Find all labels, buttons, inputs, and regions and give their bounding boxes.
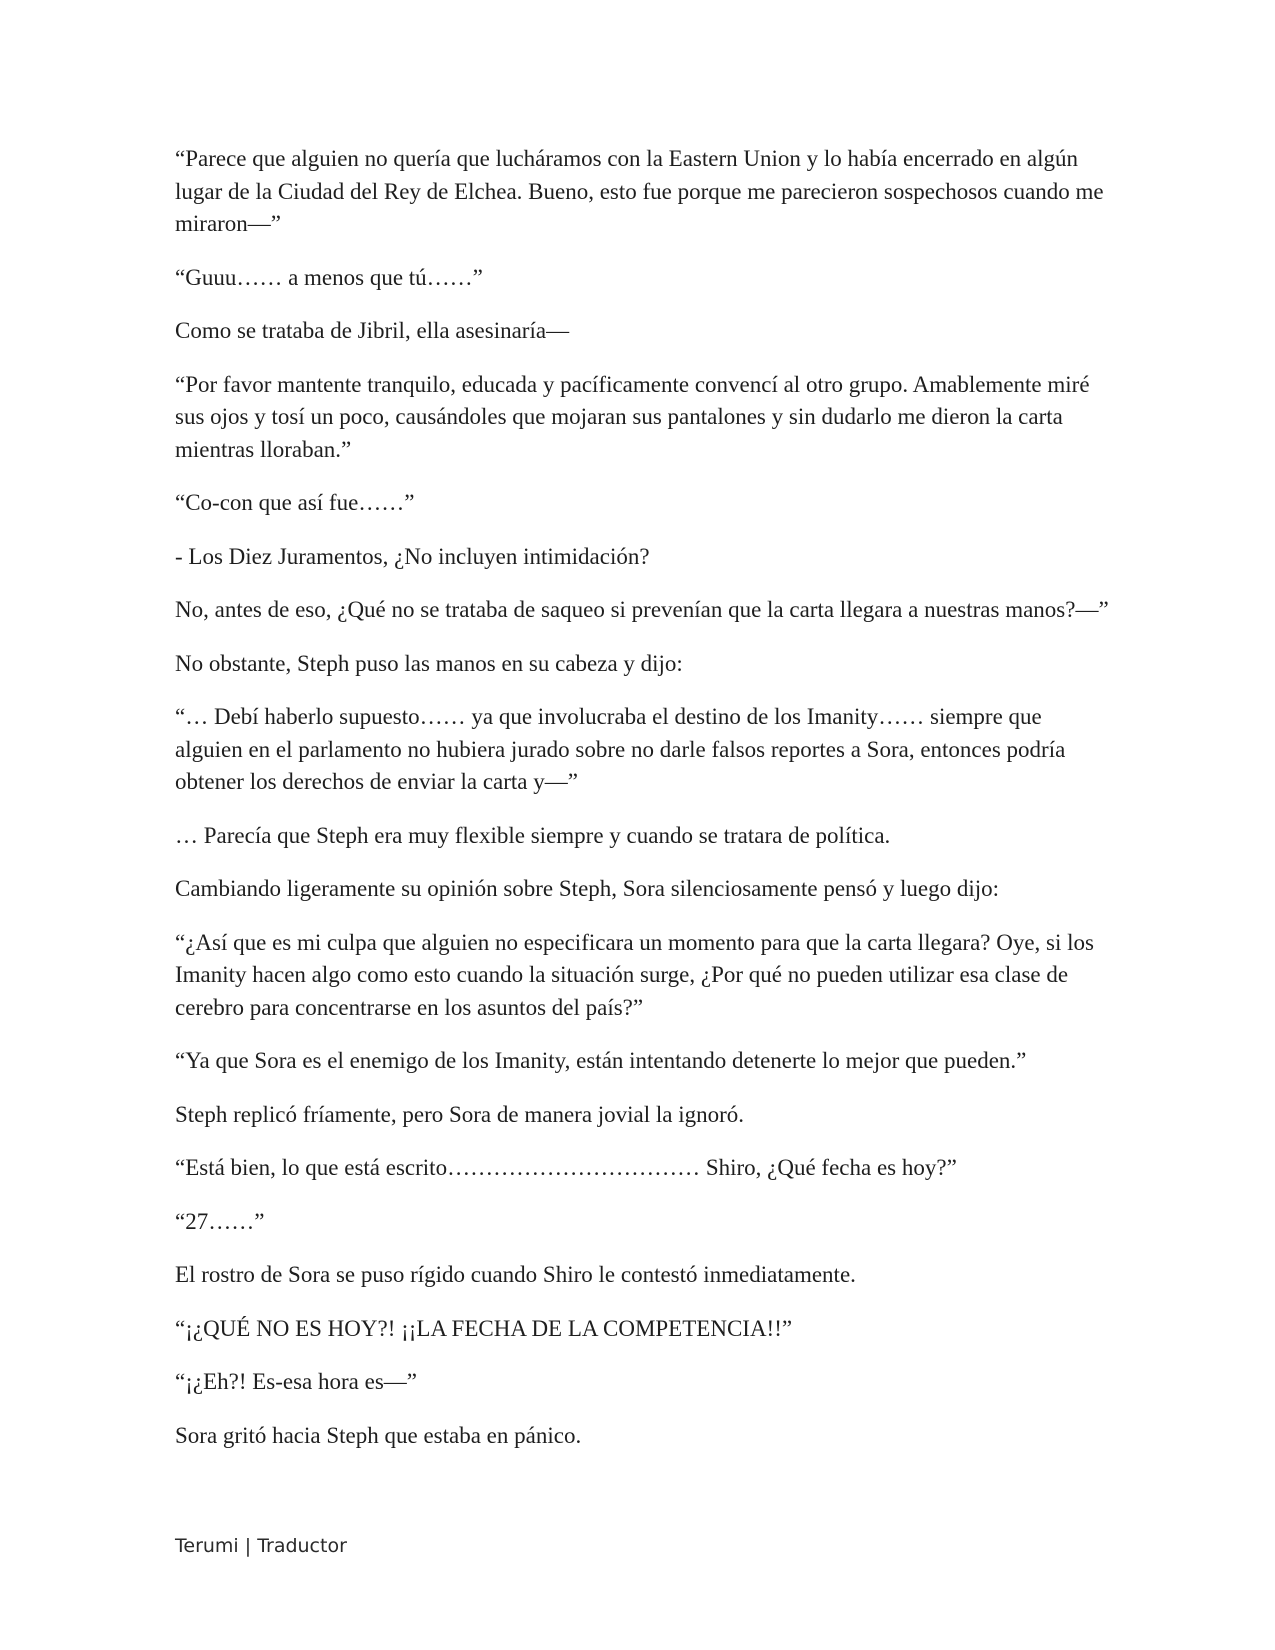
paragraph: “Por favor mantente tranquilo, educada y pacíficamente convencí al otro grupo. Amablemente miré sus ojos y tosí un poco, causándoles que mojaran sus pantalones y sin dudarlo me dieron la carta mientras lloraban.”: [175, 371, 1090, 462]
paragraph: “27……”: [175, 1208, 265, 1234]
paragraph: “¡¿QUÉ NO ES HOY?! ¡¡LA FECHA DE LA COMPETENCIA!!”: [175, 1315, 793, 1341]
paragraph: El rostro de Sora se puso rígido cuando Shiro le contestó inmediatamente.: [175, 1262, 856, 1287]
paragraph: Steph replicó fríamente, pero Sora de manera jovial la ignoró.: [175, 1101, 745, 1127]
paragraph: “Guuu…… a menos que tú……”: [175, 264, 483, 290]
paragraph: Cambiando ligeramente su opinión sobre Steph, Sora silenciosamente pensó y luego dijo:: [175, 876, 1000, 901]
paragraph: Como se trataba de Jibril, ella asesinaría—: [175, 318, 570, 343]
page-footer: Terumi | Traductor: [175, 1535, 347, 1557]
paragraph: “… Debí haberlo supuesto…… ya que involucraba el destino de los Imanity…… siempre que alguien en el parlamento no hubiera jurado sobre no darle falsos reportes a Sora, entonces podría obtener los derechos de enviar la carta y—”: [175, 704, 1066, 794]
paragraph: “¿Así que es mi culpa que alguien no especificara un momento para que la carta llegara? Oye, si los Imanity hacen algo como esto cuando la situación surge, ¿Por qué no pueden utilizar esa clase de cerebro para concentrarse en los asuntos del país?”: [175, 929, 1094, 1020]
paragraph: “Parece que alguien no quería que lucháramos con la Eastern Union y lo había encerrado en algún lugar de la Ciudad del Rey de Elchea. Bueno, esto fue porque me parecieron sospechosos cuando me miraron—”: [175, 146, 1104, 236]
paragraph: No, antes de eso, ¿Qué no se trataba de saqueo si prevenían que la carta llegara a nuestras manos?—”: [175, 597, 1109, 622]
paragraph: No obstante, Steph puso las manos en su cabeza y dijo:: [175, 650, 683, 676]
paragraph: “¡¿Eh?! Es-esa hora es—”: [175, 1369, 418, 1394]
body-text: [175, 143, 1110, 1473]
paragraph: Sora gritó hacia Steph que estaba en pánico.: [175, 1422, 582, 1448]
paragraph: “Co-con que así fue……”: [175, 490, 415, 515]
paragraph: “Está bien, lo que está escrito…………………………… Shiro, ¿Qué fecha es hoy?”: [175, 1155, 957, 1180]
paragraph: … Parecía que Steph era muy flexible siempre y cuando se tratara de política.: [175, 822, 891, 848]
paragraph: “Ya que Sora es el enemigo de los Imanity, están intentando detenerte lo mejor que pueden.”: [175, 1048, 1027, 1073]
paragraph: - Los Diez Juramentos, ¿No incluyen intimidación?: [175, 543, 650, 569]
